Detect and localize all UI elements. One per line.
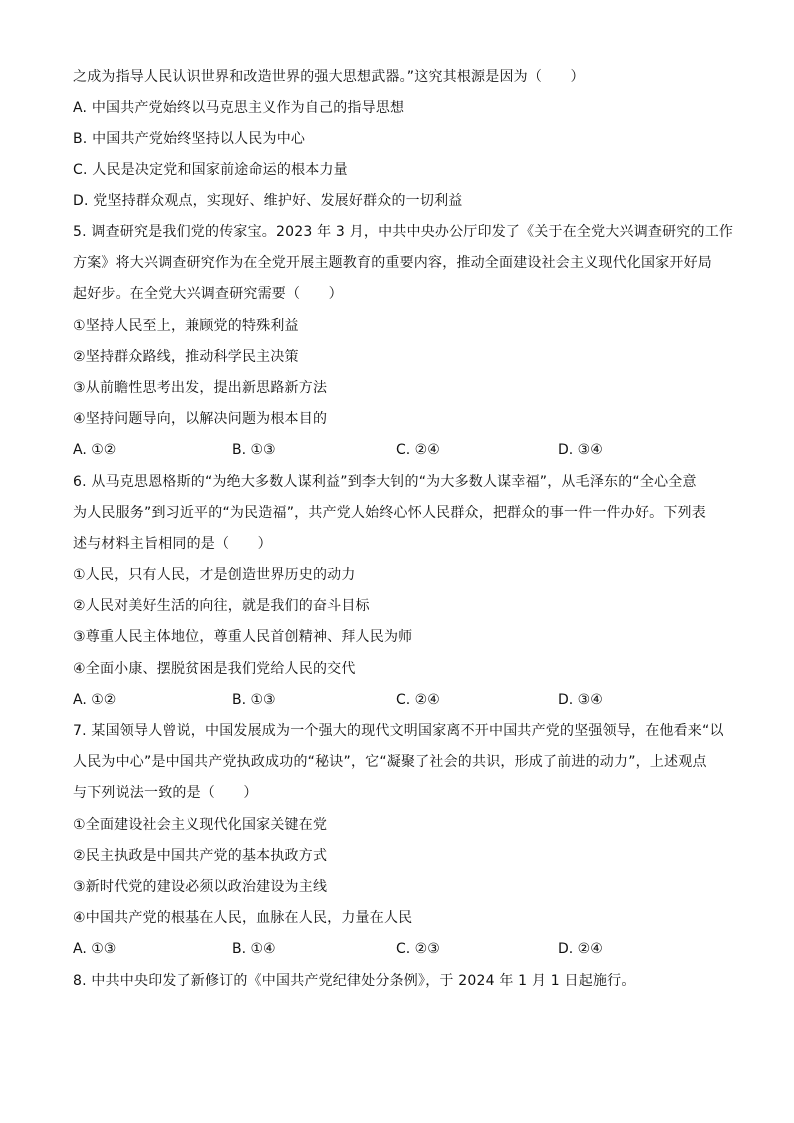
q7-choice-c: C. ②③: [396, 941, 440, 957]
q5-stem-line-3: 起好步。在全党大兴调查研究需要（ ）: [73, 286, 343, 302]
q7-choice-b: B. ①④: [232, 941, 276, 957]
q6-choice-c: C. ②④: [396, 692, 440, 708]
q7-statement-4: ④中国共产党的根基在人民，血脉在人民，力量在人民: [73, 910, 413, 926]
q5-stem-line-1: 5. 调查研究是我们党的传家宝。2023 年 3 月，中共中央办公厅印发了《关于在全党大兴调查研究的工作: [73, 224, 734, 240]
q6-choice-a: A. ①②: [73, 692, 117, 708]
q5-statement-1: ①坚持人民至上，兼顾党的特殊利益: [73, 318, 299, 334]
q6-statement-1: ①人民，只有人民，才是创造世界历史的动力: [73, 567, 356, 583]
q6-choice-b: B. ①③: [232, 692, 276, 708]
q6-choice-d: D. ③④: [558, 692, 603, 708]
q5-choice-a: A. ①②: [73, 442, 117, 458]
q5-statement-2: ②坚持群众路线，推动科学民主决策: [73, 349, 299, 365]
q8-stem-line-1: 8. 中共中央印发了新修订的《中国共产党纪律处分条例》，于 2024 年 1 月 1 日起施行。: [73, 973, 636, 989]
q7-statement-1: ①全面建设社会主义现代化国家关键在党: [73, 817, 328, 833]
q6-stem-line-2: 为人民服务”到习近平的“为民造福”，共产党人始终心怀人民群众，把群众的事一件一件办好。下列表: [73, 505, 706, 521]
q7-choice-a: A. ①③: [73, 941, 117, 957]
q7-stem-line-3: 与下列说法一致的是（ ）: [73, 785, 258, 801]
q6-statement-2: ②人民对美好生活的向往，就是我们的奋斗目标: [73, 598, 370, 614]
q5-choice-c: C. ②④: [396, 442, 440, 458]
q5-stem-line-2: 方案》将大兴调查研究作为在全党开展主题教育的重要内容，推动全面建设社会主义现代化国家开好局: [73, 255, 712, 271]
q6-stem-line-3: 述与材料主旨相同的是（ ）: [73, 536, 272, 552]
q7-stem-line-1: 7. 某国领导人曾说，中国发展成为一个强大的现代文明国家离不开中国共产党的坚强领导，在他看来“以: [73, 723, 724, 739]
q4-option-a: A. 中国共产党始终以马克思主义作为自己的指导思想: [73, 100, 405, 116]
q5-statement-3: ③从前瞻性思考出发，提出新思路新方法: [73, 380, 328, 396]
q4-option-d: D. 党坚持群众观点，实现好、维护好、发展好群众的一切利益: [73, 193, 463, 209]
q6-statement-4: ④全面小康、摆脱贫困是我们党给人民的交代: [73, 661, 356, 677]
q5-statement-4: ④坚持问题导向，以解决问题为根本目的: [73, 411, 328, 427]
q4-option-b: B. 中国共产党始终坚持以人民为中心: [73, 131, 306, 147]
q7-stem-line-2: 人民为中心”是中国共产党执政成功的“秘诀”，它“凝聚了社会的共识，形成了前进的动力”，上述观点: [73, 754, 707, 770]
q7-statement-3: ③新时代党的建设必须以政治建设为主线: [73, 879, 328, 895]
q4-option-c: C. 人民是决定党和国家前途命运的根本力量: [73, 162, 348, 178]
q5-choice-d: D. ③④: [558, 442, 603, 458]
q5-choice-b: B. ①③: [232, 442, 276, 458]
q7-choice-d: D. ②④: [558, 941, 603, 957]
q4-stem-line: 之成为指导人民认识世界和改造世界的强大思想武器。”这究其根源是因为（ ）: [73, 69, 585, 85]
q6-statement-3: ③尊重人民主体地位，尊重人民首创精神、拜人民为师: [73, 629, 413, 645]
q7-statement-2: ②民主执政是中国共产党的基本执政方式: [73, 848, 328, 864]
q6-stem-line-1: 6. 从马克思恩格斯的“为绝大多数人谋利益”到李大钊的“为大多数人谋幸福”，从毛泽东的“全心全意: [73, 474, 697, 490]
